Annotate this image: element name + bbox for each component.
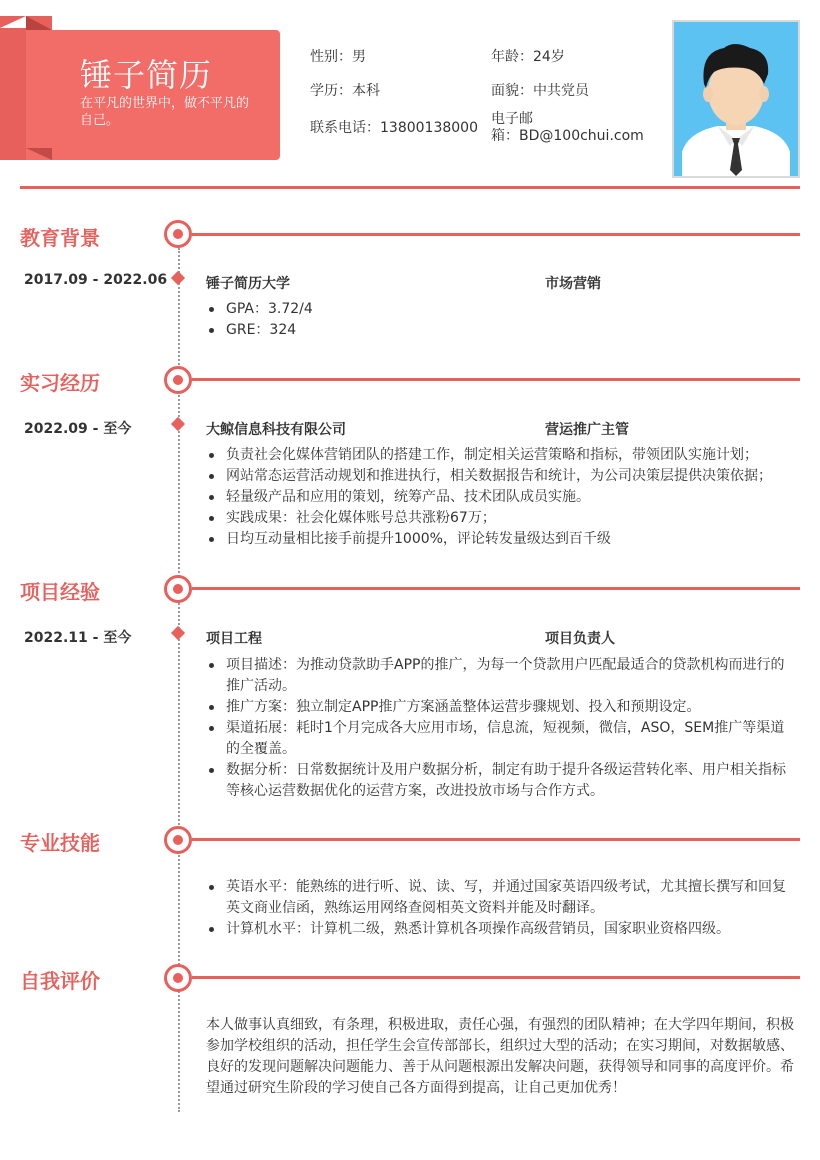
entry-marker [171, 626, 185, 640]
list-item: 日均互动量相比接手前提升1000%，评论转发量级达到百千级 [206, 529, 800, 550]
list-item: 实践成果：社会化媒体账号总共涨粉67万； [206, 508, 800, 529]
gender-field: 性别：男 [310, 49, 366, 65]
internship-role: 营运推广主管 [545, 422, 629, 438]
section-marker-project [164, 575, 192, 603]
section-title-education: 教育背景 [20, 226, 100, 250]
section-title-project: 项目经验 [20, 580, 100, 604]
list-item: 数据分析：日常数据统计及用户数据分析，制定有助于提升各级运营转化率、用户相关指标等核心运营数据优化的运营方案，改进投放市场与合作方式。 [206, 760, 790, 802]
internship-date: 2022.09 - 至今 [24, 421, 132, 437]
entry-marker [171, 271, 185, 285]
internship-list [206, 445, 800, 550]
section-line-self-evaluation [192, 976, 800, 979]
resume-slogan: 在平凡的世界中，做不平凡的自己。 [80, 96, 250, 128]
phone-field: 联系电话：13800138000 [310, 120, 478, 136]
section-marker-skills [164, 826, 192, 854]
list-item: 渠道拓展：耗时1个月完成各大应用市场，信息流，短视频，微信，ASO，SEM推广等渠道的全覆盖。 [206, 718, 790, 760]
list-item: 项目描述：为推动贷款助手APP的推广，为每一个贷款用户匹配最适合的贷款机构而进行的推广活动。 [206, 655, 790, 697]
skills-list [206, 877, 790, 940]
list-item: 轻量级产品和应用的策划，统筹产品、技术团队成员实施。 [206, 487, 800, 508]
internship-company: 大鲸信息科技有限公司 [206, 422, 346, 438]
section-title-self-evaluation: 自我评价 [20, 969, 100, 993]
email-label: 电子邮 [491, 111, 533, 127]
project-list [206, 655, 790, 802]
section-title-internship: 实习经历 [20, 371, 100, 395]
project-name: 项目工程 [206, 631, 262, 647]
email-field: 箱：BD@100chui.com [491, 128, 644, 144]
project-date: 2022.11 - 至今 [24, 630, 132, 646]
ribbon-notch-bottom [26, 148, 52, 160]
list-item: 计算机水平：计算机二级，熟悉计算机各项操作高级营销员，国家职业资格四级。 [206, 919, 790, 940]
list-item: 负责社会化媒体营销团队的搭建工作，制定相关运营策略和指标，带领团队实施计划； [206, 445, 800, 466]
avatar-illustration [674, 22, 798, 176]
section-marker-self-evaluation [164, 964, 192, 992]
education-field: 学历：本科 [310, 83, 380, 99]
list-item: GPA：3.72/4 [206, 299, 313, 320]
age-field: 年龄：24岁 [491, 49, 565, 65]
education-date: 2017.09 - 2022.06 [24, 272, 168, 288]
entry-marker [171, 417, 185, 431]
politics-field: 面貌：中共党员 [491, 83, 589, 99]
section-marker-education [164, 220, 192, 248]
section-marker-internship [164, 366, 192, 394]
section-title-skills: 专业技能 [20, 831, 100, 855]
list-item: 网站常态运营活动规划和推进执行，相关数据报告和统计，为公司决策层提供决策依据； [206, 466, 800, 487]
project-role: 项目负责人 [545, 631, 615, 647]
section-line-skills [192, 838, 800, 841]
section-line-internship [192, 378, 800, 381]
list-item: GRE：324 [206, 320, 313, 341]
resume-name: 锤子简历 [80, 56, 213, 94]
education-list [206, 299, 313, 341]
education-major: 市场营销 [545, 276, 601, 292]
list-item: 推广方案：独立制定APP推广方案涵盖整体运营步骤规划、投入和预期设定。 [206, 697, 790, 718]
list-item: 英语水平：能熟练的进行听、说、读、写，并通过国家英语四级考试，尤其擅长撰写和回复英文商业信函，熟练运用网络查阅相英文资料并能及时翻译。 [206, 877, 790, 919]
self-evaluation-text: 本人做事认真细致，有条理，积极进取，责任心强，有强烈的团队精神；在大学四年期间，积极参加学校组织的活动，担任学生会宣传部部长，组织过大型的活动；在实习期间，对数据敏感、良好的发现问题解决问题能力、善于从问题根源出发解决问题，获得领导和同事的高度评价。希望通过研究生阶段的学习使自己各方面得到提高，让自己更加优秀！ [206, 1017, 794, 1096]
header-divider [20, 186, 800, 189]
profile-photo [672, 20, 800, 178]
section-line-project [192, 587, 800, 590]
education-school: 锤子简历大学 [206, 276, 290, 292]
section-line-education [192, 233, 800, 236]
ribbon-notch [26, 16, 52, 30]
